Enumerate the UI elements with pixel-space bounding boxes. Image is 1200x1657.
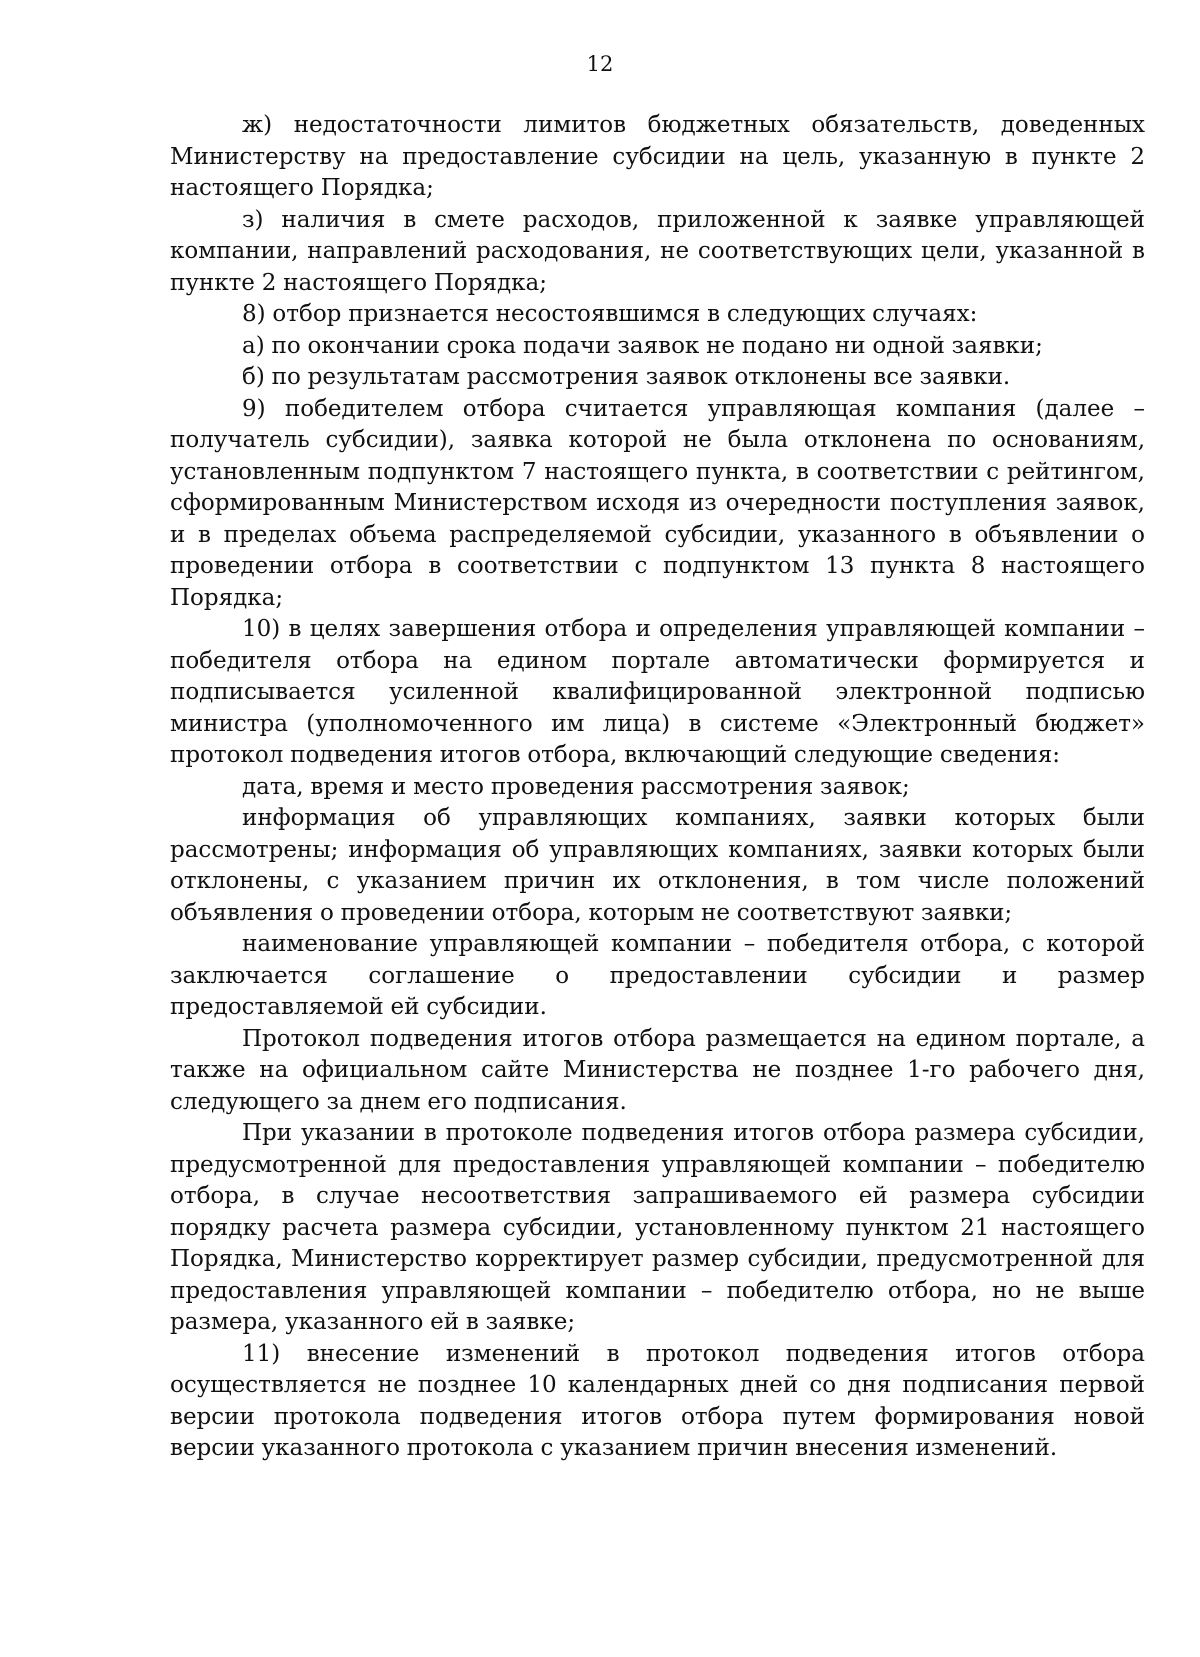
document-body — [170, 110, 1145, 1465]
paragraph-8b: б) по результатам рассмотрения заявок отклонены все заявки. — [242, 364, 1011, 390]
paragraph-10-item-info: информация об управляющих компаниях, заявки которых были рассмотрены; информация об управляющих компаниях, заявки которых были отклонены, с указанием причин их отклонения, в том числе положений объявления о проведении отбора, которым не соответствуют заявки; — [170, 805, 1145, 926]
paragraph-zh: ж) недостаточности лимитов бюджетных обязательств, доведенных Министерству на предоставление субсидии на цель, указанную в пункте 2 настоящего Порядка; — [170, 112, 1145, 201]
paragraph-8: 8) отбор признается несостоявшимся в следующих случаях: — [242, 301, 978, 327]
paragraph-protocol-publication: Протокол подведения итогов отбора размещается на едином портале, а также на официальном сайте Министерства не позднее 1-го рабочего дня, следующего за днем его подписания. — [170, 1025, 1145, 1115]
paragraph-11: 11) внесение изменений в протокол подведения итогов отбора осуществляется не позднее 10 календарных дней со дня подписания первой версии протокола подведения итогов отбора путем формирования новой версии указанного протокола с указанием причин внесения изменений. — [170, 1340, 1145, 1461]
paragraph-9: 9) победителем отбора считается управляющая компания (далее – получатель субсидии), заявка которой не была отклонена по основаниям, установленным подпунктом 7 настоящего пункта, в соответствии с рейтингом, сформированным Министерством исходя из очередности поступления заявок, и в пределах объема распределяемой субсидии, указанного в объявлении о проведении отбора в соответствии с подпунктом 13 пункта 8 настоящего Порядка; — [170, 395, 1145, 611]
paragraph-z: з) наличия в смете расходов, приложенной к заявке управляющей компании, направлений расходования, не соответствующих цели, указанной в пункте 2 настоящего Порядка; — [170, 206, 1145, 296]
paragraph-10: 10) в целях завершения отбора и определения управляющей компании – победителя отбора на едином портале автоматически формируется и подписывается усиленной квалифицированной электронной подписью министра (уполномоченного им лица) в системе «Электронный бюджет» протокол подведения итогов отбора, включающий следующие сведения: — [170, 616, 1145, 768]
paragraph-subsidy-correction: При указании в протоколе подведения итогов отбора размера субсидии, предусмотренной для предоставления управляющей компании – победителю отбора, в случае несоответствия запрашиваемого ей размера субсидии порядку расчета размера субсидии, установленному пунктом 21 настоящего Порядка, Министерство корректирует размер субсидии, предусмотренной для предоставления управляющей компании – победителю отбора, но не выше размера, указанного ей в заявке; — [170, 1120, 1145, 1335]
paragraph-8a: а) по окончании срока подачи заявок не подано ни одной заявки; — [242, 332, 1043, 359]
paragraph-10-item-date: дата, время и место проведения рассмотрения заявок; — [242, 773, 910, 800]
page-number: 12 — [586, 52, 614, 76]
paragraph-10-item-winner: наименование управляющей компании – победителя отбора, с которой заключается соглашение о предоставлении субсидии и размер предоставляемой ей субсидии. — [170, 931, 1145, 1020]
